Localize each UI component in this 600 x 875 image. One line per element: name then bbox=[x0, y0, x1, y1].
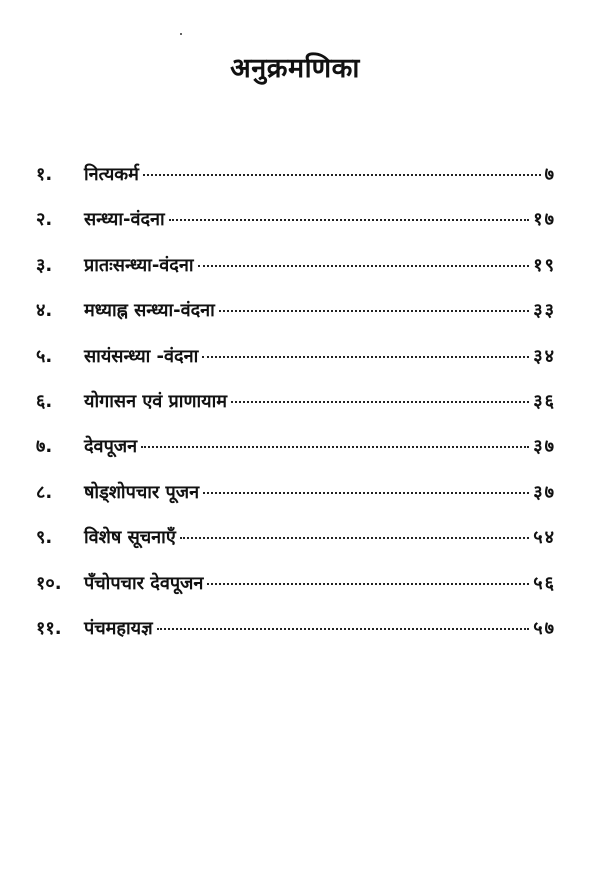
toc-dot-leader bbox=[143, 174, 541, 176]
toc-entry-page: ३७ bbox=[533, 436, 556, 458]
toc-entry-title: पँचोपचार देवपूजन bbox=[84, 572, 204, 594]
toc-entry-number: ६. bbox=[36, 390, 53, 412]
toc-entry-number: ३. bbox=[36, 254, 53, 276]
toc-entry bbox=[36, 525, 556, 570]
table-of-contents bbox=[36, 162, 556, 661]
toc-dot-leader bbox=[180, 537, 529, 539]
toc-entry-number: ७. bbox=[36, 436, 53, 458]
print-speck bbox=[180, 33, 182, 35]
toc-entry-number: २. bbox=[36, 209, 53, 231]
toc-entry-page: ३७ bbox=[533, 481, 556, 503]
toc-entry bbox=[36, 344, 556, 389]
toc-dot-leader bbox=[219, 310, 529, 312]
toc-entry-number: ८. bbox=[36, 481, 53, 503]
toc-entry-number: ११. bbox=[36, 617, 62, 639]
toc-entry-title: विशेष सूचनाएँ bbox=[84, 527, 176, 549]
toc-entry-page: ३३ bbox=[533, 300, 556, 322]
toc-entry-page: ५४ bbox=[533, 527, 556, 549]
toc-entry-number: ९. bbox=[36, 527, 53, 549]
toc-entry-page: ५७ bbox=[533, 617, 556, 639]
toc-entry-title: मध्याह्न सन्ध्या-वंदना bbox=[84, 300, 215, 322]
toc-dot-leader bbox=[231, 401, 529, 403]
toc-entry-page: ५६ bbox=[533, 572, 556, 594]
toc-entry bbox=[36, 571, 556, 616]
toc-entry-title: नित्यकर्म bbox=[84, 164, 139, 185]
toc-entry-number: १. bbox=[36, 164, 53, 185]
toc-entry-number: ४. bbox=[36, 300, 53, 322]
toc-dot-leader bbox=[157, 628, 530, 630]
toc-entry bbox=[36, 207, 556, 252]
toc-entry bbox=[36, 434, 556, 479]
toc-entry-title: सन्ध्या-वंदना bbox=[84, 209, 165, 231]
toc-entry-page: ७ bbox=[544, 164, 556, 185]
toc-dot-leader bbox=[198, 265, 530, 267]
toc-entry-page: ३६ bbox=[533, 390, 556, 412]
toc-entry-title: सायंसन्ध्या -वंदना bbox=[84, 345, 199, 367]
toc-dot-leader bbox=[203, 492, 529, 494]
toc-entry-title: प्रातःसन्ध्या-वंदना bbox=[84, 254, 194, 276]
toc-entry bbox=[36, 162, 556, 207]
toc-entry-title: षोड्शोपचार पूजन bbox=[84, 481, 200, 503]
toc-entry-number: १०. bbox=[36, 572, 62, 594]
toc-dot-leader bbox=[169, 219, 530, 221]
toc-entry-title: देवपूजन bbox=[84, 436, 138, 458]
toc-dot-leader bbox=[202, 356, 529, 358]
toc-entry-page: ३४ bbox=[533, 345, 556, 367]
toc-entry bbox=[36, 389, 556, 434]
toc-entry bbox=[36, 253, 556, 298]
toc-entry-page: १७ bbox=[533, 209, 556, 231]
page-title: अनुक्रमणिका bbox=[230, 53, 360, 84]
toc-entry-title: पंचमहायज्ञ bbox=[84, 617, 153, 639]
toc-entry-page: १९ bbox=[533, 254, 556, 276]
toc-entry-number: ५. bbox=[36, 345, 53, 367]
toc-entry bbox=[36, 298, 556, 343]
toc-dot-leader bbox=[141, 446, 529, 448]
toc-entry-title: योगासन एवं प्राणायाम bbox=[84, 390, 227, 412]
toc-entry bbox=[36, 480, 556, 525]
toc-dot-leader bbox=[207, 583, 529, 585]
toc-entry bbox=[36, 616, 556, 661]
